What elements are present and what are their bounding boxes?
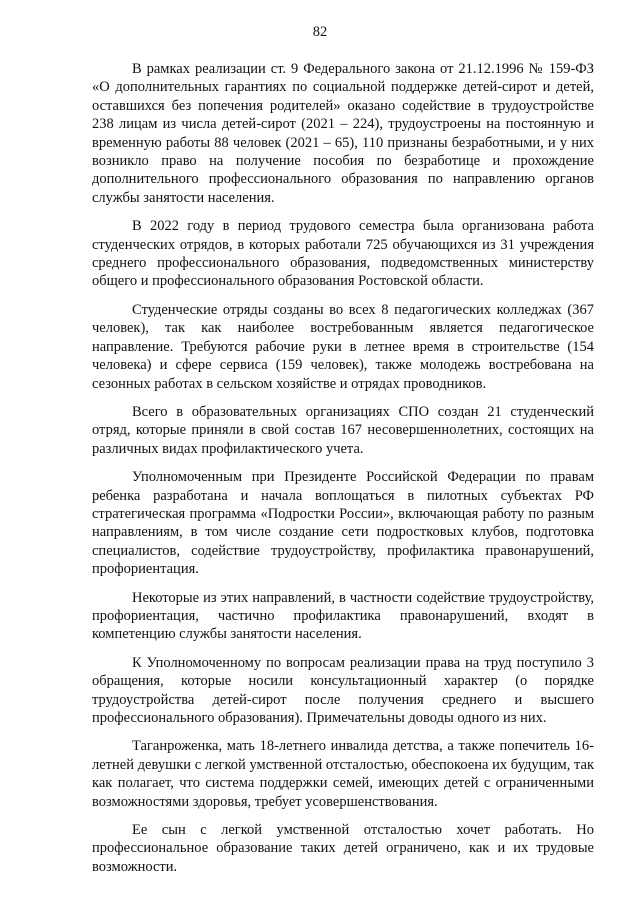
paragraph-6: Некоторые из этих направлений, в частности содействие трудоустройству, профориентация, частично профилактика правонарушений, входят в компетенцию службы занятости населения. (92, 589, 594, 643)
paragraph-4: Всего в образовательных организациях СПО создан 21 студенческий отряд, которые приняли в свой состав 167 несовершеннолетних, состоящих на различных видах профилактического учета. (92, 403, 594, 457)
page-number: 82 (312, 24, 328, 40)
paragraph-3: Студенческие отряды созданы во всех 8 педагогических колледжах (367 человек), так как наиболее востребованным является педагогическое направление. Требуются рабочие руки в летнее время в строительстве (154 человека) и сфере сервиса (159 человек), также молодежь востребована на сезонных работах в сельском хозяйстве и отрядах проводников. (92, 301, 594, 392)
paragraph-8: Таганроженка, мать 18-летнего инвалида детства, а также попечитель 16-летней девушки с легкой умственной отсталостью, обеспокоена их будущим, так как полагает, что система поддержки семей, имеющих детей с ограниченными возможностями здоровья, требует усовершенствования. (92, 738, 594, 810)
body-text (92, 60, 594, 886)
paragraph-1: В рамках реализации ст. 9 Федерального закона от 21.12.1996 № 159-ФЗ «О дополнительных гарантиях по социальной поддержке детей-сирот и детей, оставшихся без попечения родителей» оказано содействие в трудоустройстве 238 лицам из числа детей-сирот (2021 – 224), трудоустроены на постоянную и временную работы 88 человек (2021 – 65), 110 признаны безработными, и у них возникло право на получение пособия по безработице и прохождение дополнительного профессионального образования по направлению органов службы занятости населения. (92, 61, 594, 206)
paragraph-7: К Уполномоченному по вопросам реализации права на труд поступило 3 обращения, которые носили консультационный характер (о порядке трудоустройства детей-сирот после получения среднего и высшего профессионального образования). Примечательны доводы одного из них. (92, 654, 594, 726)
paragraph-5: Уполномоченным при Президенте Российской Федерации по правам ребенка разработана и начала воплощаться в пилотных субъектах РФ стратегическая программа «Подростки России», включающая работу по разным направлениям, в том числе создание сети подростковых клубов, подготовка специалистов, содействие трудоустройству, профилактика правонарушений, профориентация. (92, 469, 594, 578)
paragraph-2: В 2022 году в период трудового семестра была организована работа студенческих отрядов, в которых работали 725 обучающихся из 31 учреждения среднего профессионального образования, подведомственных министерству общего и профессионального образования Ростовской области. (92, 218, 594, 290)
paragraph-9: Ее сын с легкой умственной отсталостью хочет работать. Но профессиональное образование таких детей ограничено, как и их трудовые возможности. (92, 822, 594, 875)
